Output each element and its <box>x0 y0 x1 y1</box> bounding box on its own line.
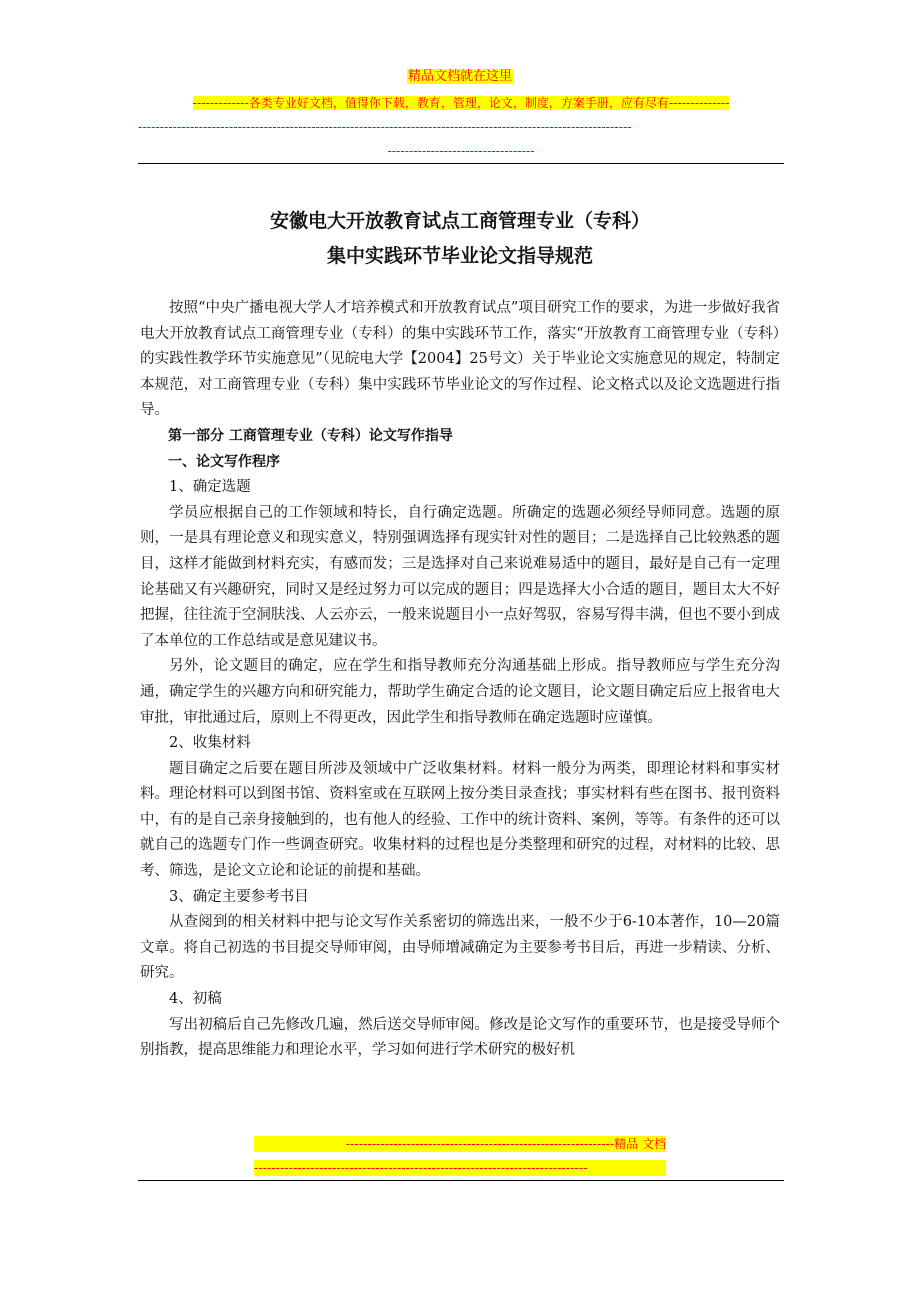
header-banner-line-3: ---------------------------------- <box>387 144 535 158</box>
header-banner-title-text: 精品文档就在这里 <box>407 69 512 84</box>
paragraph-topic-confirmation: 另外，论文题目的确定，应在学生和指导教师充分沟通基础上形成。指导教师应与学生充分沟通，确定学生的兴趣方向和研究能力，帮助学生确定合适的论文题目，论文题目确定后应上报省电大审批，审批通过后，原则上不得更改，因此学生和指导教师在确定选题时应谨慎。 <box>140 658 780 726</box>
footer-banner-line-2: ----------------------------------------------------------------------------- <box>254 1160 666 1176</box>
intro-paragraph: 按照“中央广播电视大学人才培养模式和开放教育试点”项目研究工作的要求，为进一步做好我省电大开放教育试点工商管理专业（专科）的集中实践环节工作，落实“开放教育工商管理专业（专科）的实践性教学环节实施意见”（见皖电大学【2004】25号文）关于毕业论文实施意见的规定，特制定本规范，对工商管理专业（专科）集中实践环节毕业论文的写作过程、论文格式以及论文选题进行指导。 <box>140 300 780 419</box>
document-title-line-2: 集中实践环节毕业论文指导规范 <box>326 245 593 267</box>
footer-banner-line-1: --------------------------------------------------------------精品 文档 <box>254 1136 666 1152</box>
footer-divider <box>138 1180 784 1181</box>
step-heading-references: 3、确定主要参考书目 <box>169 888 309 905</box>
step-heading-select-topic: 1、确定选题 <box>169 479 251 496</box>
header-banner-line-1 <box>138 95 784 111</box>
document-body <box>140 296 780 1064</box>
paragraph-topic-principles: 学员应根据自己的工作领域和特长，自行确定选题。所确定的选题必须经导师同意。选题的原则，一是具有理论意义和现实意义，特别强调选择有现实针对性的题目；二是选择自己比较熟悉的题目，这样才能做到材料充实，有感而发；三是选择对自己来说难易适中的题目，最好是自己有一定理论基础又有兴趣研究，同时又是经过努力可以完成的题目；四是选择大小合适的题目，题目太大不好把握，往往流于空洞肤浅、人云亦云，一般来说题目小一点好驾驭，容易写得丰满，但也不要小到成了本单位的工作总结或是意见建议书。 <box>140 504 780 649</box>
step-heading-collect-materials: 2、收集材料 <box>169 735 251 752</box>
paragraph-first-draft: 写出初稿后自己先修改几遍，然后送交导师审阅。修改是论文写作的重要环节，也是接受导师个别指教，提高思维能力和理论水平，学习如何进行学术研究的极好机 <box>140 1016 780 1059</box>
header-banner-title <box>0 68 920 86</box>
paragraph-collect-materials: 题目确定之后要在题目所涉及领域中广泛收集材料。材料一般分为两类，即理论材料和事实材料。理论材料可以到图书馆、资料室或在互联网上按分类目录查找；事实材料有些在图书、报刊资料中，有的是自己亲身接触到的，也有他人的经验、工作中的统计资料、案例，等等。有条件的还可以就自己的选题专门作一些调查研究。收集材料的过程也是分类整理和研究的过程，对材料的比较、思考、筛选，是论文立论和论证的前提和基础。 <box>140 760 780 880</box>
header-banner-line-2: ------------------------------------------------------------------------------------------------------------------ <box>138 120 632 134</box>
document-title-line-1: 安徽电大开放教育试点工商管理专业（专科） <box>269 210 650 232</box>
header-banner-line-1-text: -------------各类专业好文档，值得你下载，教育，管理，论文，制度，方案手册，应有尽有-------------- <box>192 96 730 110</box>
step-heading-first-draft: 4、初稿 <box>169 991 222 1008</box>
paragraph-references: 从查阅到的相关材料中把与论文写作关系密切的筛选出来，一般不少于6-10本著作，10—20篇文章。将自己初选的书目提交导师审阅，由导师增减确定为主要参考书目后，再进一步精读、分析、研究。 <box>140 914 780 982</box>
part-one-heading: 第一部分 工商管理专业（专科）论文写作指导 <box>168 427 453 444</box>
header-divider <box>138 163 784 164</box>
section-heading-writing-procedure: 一、论文写作程序 <box>168 453 280 470</box>
